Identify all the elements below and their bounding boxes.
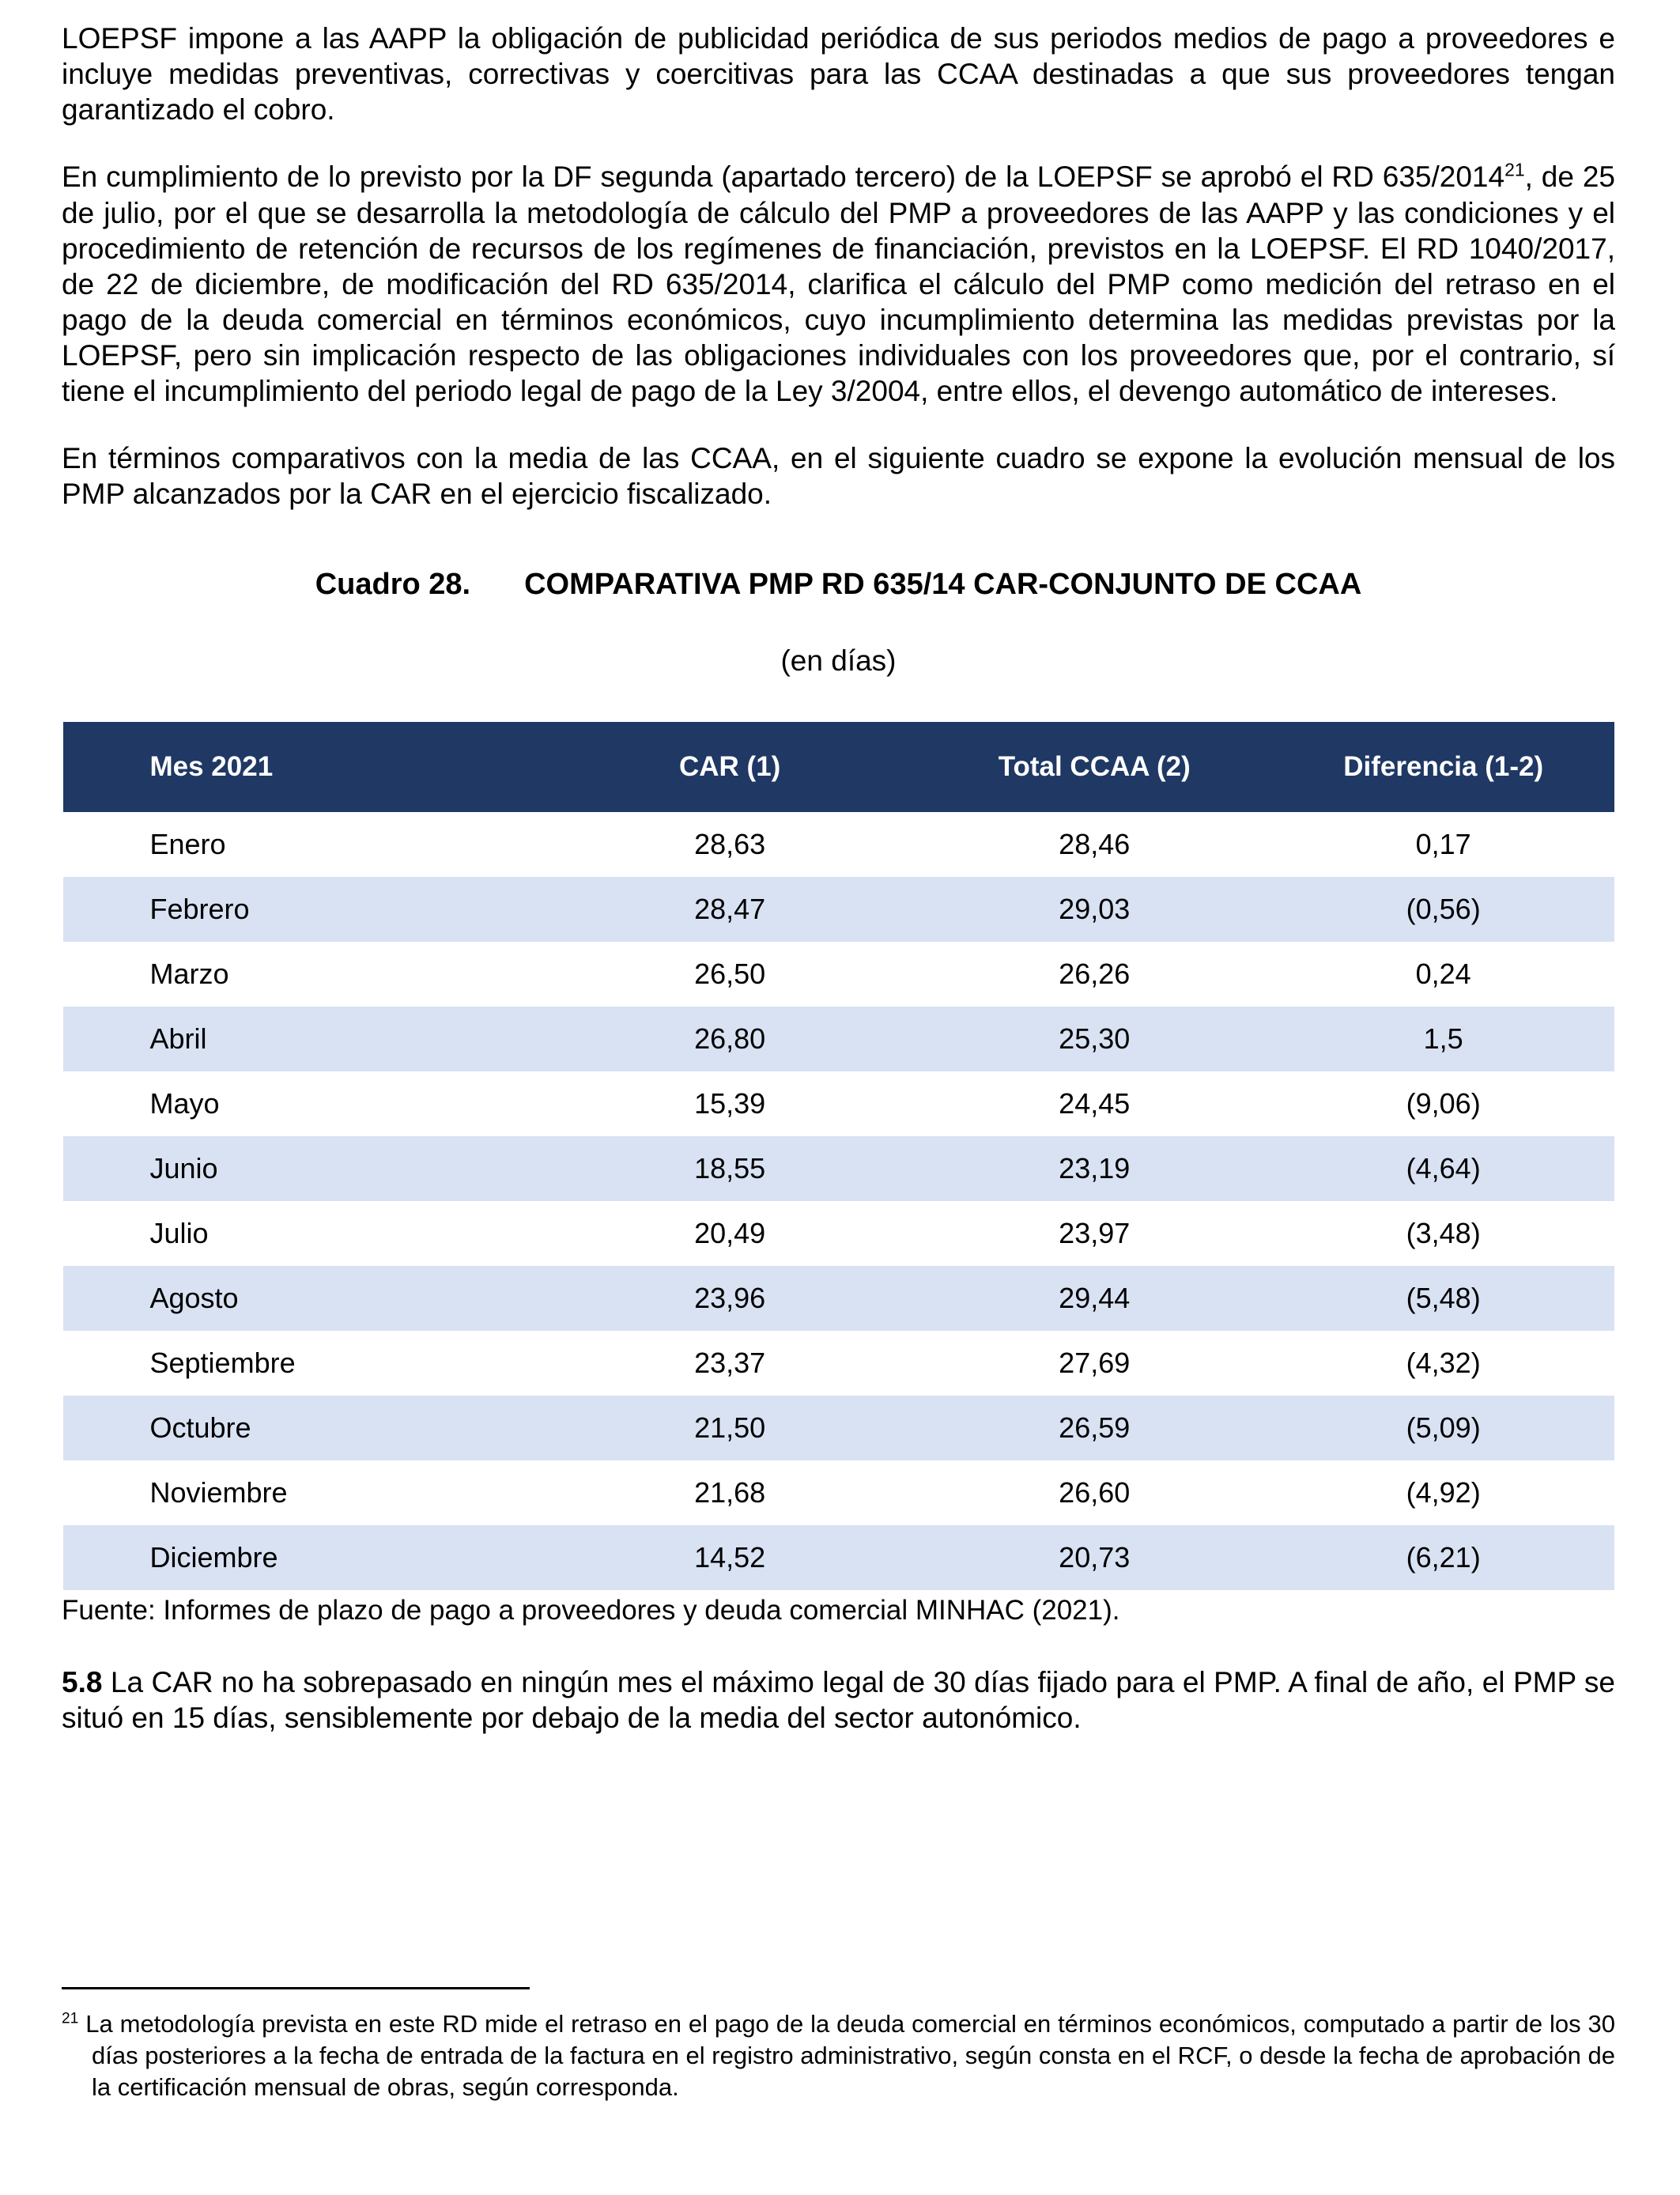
cell-diferencia: (5,48) <box>1406 1281 1481 1314</box>
column-header-car: CAR (1) <box>544 722 916 812</box>
cell-car: 15,39 <box>694 1086 766 1120</box>
paragraph-3: En términos comparativos con la media de las CCAA, en el siguiente cuadro se expone la evolución mensual de los PMP alcanzados por la CAR en el ejercicio fiscalizado. <box>62 442 1615 511</box>
pmp-comparison-table <box>63 722 1614 1590</box>
cell-total-ccaa: 26,59 <box>1059 1411 1131 1444</box>
cell-car: 23,37 <box>694 1346 766 1379</box>
cell-total-ccaa: 29,44 <box>1059 1281 1131 1314</box>
cell-total-ccaa: 25,30 <box>1059 1022 1131 1055</box>
cell-month: Agosto <box>149 1281 239 1314</box>
cell-total-ccaa: 27,69 <box>1059 1346 1131 1379</box>
cell-month: Mayo <box>149 1086 220 1120</box>
column-header-mes: Mes 2021 <box>63 722 544 812</box>
table-head <box>63 722 1614 812</box>
paragraph-5-8-text: La CAR no ha sobrepasado en ningún mes el máximo legal de 30 días fijado para el PMP. A final de año, el PMP se situó en 15 días, sensiblemente por debajo de la media del sector autonómico. <box>62 1665 1615 1734</box>
cell-diferencia: (0,56) <box>1406 892 1481 925</box>
cell-diferencia: (6,21) <box>1406 1540 1481 1574</box>
cell-total-ccaa: 26,60 <box>1059 1475 1131 1509</box>
cell-car: 21,68 <box>694 1475 766 1509</box>
pmp-table-body <box>63 812 1614 1590</box>
table-row <box>63 1396 1614 1460</box>
footnote-21-text: La metodología prevista en este RD mide el retraso en el pago de la deuda comercial en términos económicos, computado a partir de los 30 días posteriores a la fecha de entrada de la factura en el registro administrativo, según consta en el RCF, o desde la fecha de aprobación de la certificación mensual de obras, según corresponda. <box>78 2009 1615 2102</box>
paragraph-5-8 <box>62 1664 1615 1736</box>
cell-month: Abril <box>149 1022 207 1055</box>
cell-diferencia: 1,5 <box>1423 1022 1463 1055</box>
cell-month: Marzo <box>149 957 229 990</box>
paragraph-2 <box>62 159 1615 409</box>
cell-car: 20,49 <box>694 1216 766 1249</box>
cell-total-ccaa: 26,26 <box>1059 957 1131 990</box>
footnote-ref-21: 21 <box>1504 160 1525 181</box>
table-row <box>63 1266 1614 1331</box>
cell-car: 14,52 <box>694 1540 766 1574</box>
cell-month: Octubre <box>149 1411 251 1444</box>
table-row <box>63 1201 1614 1266</box>
footnote-separator <box>62 1987 530 1989</box>
footnote-21-number: 21 <box>62 2010 79 2027</box>
cell-diferencia: (9,06) <box>1406 1086 1481 1120</box>
cell-diferencia: (4,64) <box>1406 1151 1481 1184</box>
cell-diferencia: 0,24 <box>1415 957 1471 990</box>
cell-month: Enero <box>149 827 226 860</box>
cell-car: 26,50 <box>694 957 766 990</box>
cell-month: Julio <box>149 1216 209 1249</box>
cell-car: 26,80 <box>694 1022 766 1055</box>
cell-diferencia: (5,09) <box>1406 1411 1481 1444</box>
table-subtitle: (en días) <box>780 644 897 677</box>
cell-total-ccaa: 20,73 <box>1059 1540 1131 1574</box>
cell-month: Noviembre <box>149 1475 288 1509</box>
cell-diferencia: (3,48) <box>1406 1216 1481 1249</box>
cell-month: Septiembre <box>149 1346 296 1379</box>
table-row <box>63 1525 1614 1590</box>
paragraph-2-text-start: En cumplimiento de lo previsto por la DF segunda (apartado tercero) de la LOEPSF se aprobó el RD 635/2014 <box>62 161 1505 194</box>
cell-car: 28,47 <box>694 892 766 925</box>
cell-car: 18,55 <box>694 1151 766 1184</box>
table-source: Fuente: Informes de plazo de pago a proveedores y deuda comercial MINHAC (2021). <box>62 1594 1120 1626</box>
cell-total-ccaa: 23,19 <box>1059 1151 1131 1184</box>
cell-total-ccaa: 29,03 <box>1059 892 1131 925</box>
cell-diferencia: (4,32) <box>1406 1346 1481 1379</box>
table-row <box>63 877 1614 942</box>
cell-diferencia: 0,17 <box>1415 827 1471 860</box>
table-caption-title: COMPARATIVA PMP RD 635/14 CAR-CONJUNTO DE CCAA <box>524 567 1362 601</box>
footnote-21 <box>62 2008 1615 2104</box>
table-caption-label: Cuadro 28. <box>315 567 471 601</box>
table-row <box>63 1007 1614 1071</box>
cell-month: Diciembre <box>149 1540 278 1574</box>
paragraph-5-8-number: 5.8 <box>62 1665 103 1698</box>
table-row <box>63 942 1614 1007</box>
column-header-total-ccaa: Total CCAA (2) <box>916 722 1273 812</box>
table-row <box>63 812 1614 877</box>
column-header-diferencia: Diferencia (1-2) <box>1273 722 1614 812</box>
cell-total-ccaa: 23,97 <box>1059 1216 1131 1249</box>
cell-month: Febrero <box>149 892 250 925</box>
cell-car: 23,96 <box>694 1281 766 1314</box>
cell-month: Junio <box>149 1151 218 1184</box>
table-caption <box>62 568 1615 602</box>
cell-total-ccaa: 28,46 <box>1059 827 1131 860</box>
table-header-row <box>63 722 1614 812</box>
cell-car: 21,50 <box>694 1411 766 1444</box>
table-row <box>63 1071 1614 1136</box>
table-row <box>63 1331 1614 1396</box>
table-row <box>63 1460 1614 1525</box>
table-row <box>63 1136 1614 1201</box>
paragraph-1: LOEPSF impone a las AAPP la obligación de publicidad periódica de sus periodos medios de pago a proveedores e incluye medidas preventivas, correctivas y coercitivas para las CCAA destinadas a que sus proveedores tengan garantizado el cobro. <box>62 22 1615 127</box>
paragraph-2-text-end: , de 25 de julio, por el que se desarrolla la metodología de cálculo del PMP a proveedores de las AAPP y las condiciones y el procedimiento de retención de recursos de los regímenes de financiación, previstos en la LOEPSF. El RD 1040/2017, de 22 de diciembre, de modificación del RD 635/2014, clarifica el cálculo del PMP como medición del retraso en el pago de la deuda comercial en términos económicos, cuyo incumplimiento determina las medidas previstas por la LOEPSF, pero sin implicación respecto de las obligaciones individuales con los proveedores que, por el contrario, sí tiene el incumplimiento del periodo legal de pago de la Ley 3/2004, entre ellos, el devengo automático de intereses. <box>62 161 1615 408</box>
cell-car: 28,63 <box>694 827 766 860</box>
cell-diferencia: (4,92) <box>1406 1475 1481 1509</box>
cell-total-ccaa: 24,45 <box>1059 1086 1131 1120</box>
